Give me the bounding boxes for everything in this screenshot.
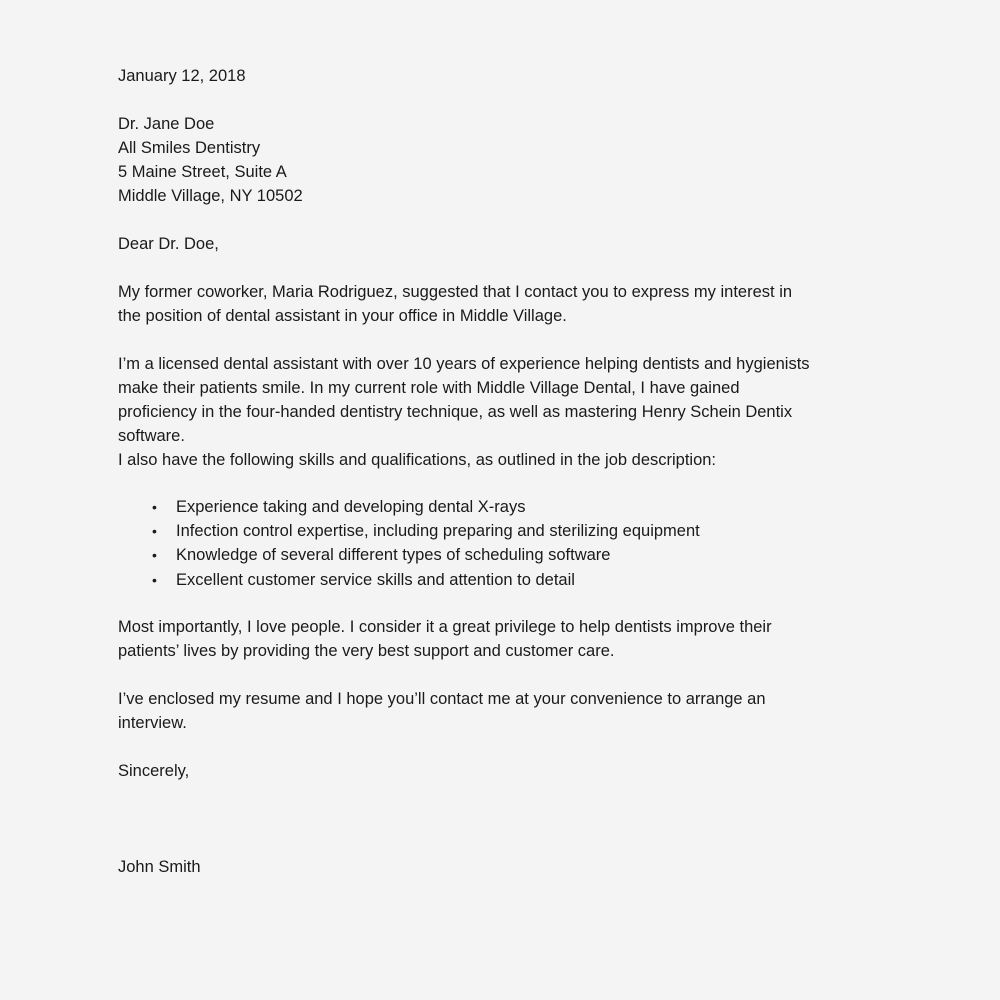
paragraph-call-to-action-line-2: interview.: [118, 713, 187, 732]
recipient-city-state-zip: Middle Village, NY 10502: [118, 187, 303, 205]
paragraph-closing-line-2: patients’ lives by providing the very best support and customer care.: [118, 641, 615, 660]
list-item-label: Excellent customer service skills and attention to detail: [176, 570, 575, 589]
salutation: Dear Dr. Doe,: [118, 235, 219, 253]
spacer-after-intro: [118, 328, 878, 352]
bullet-icon: •: [152, 571, 157, 588]
recipient-street: 5 Maine Street, Suite A: [118, 163, 287, 181]
signature-space: [118, 783, 878, 855]
paragraph-closing-line-1: Most importantly, I love people. I consider it a great privilege to help dentists improve their: [118, 617, 772, 636]
signature-name: John Smith: [118, 857, 201, 876]
spacer-after-list: [118, 592, 878, 615]
bullet-icon: •: [152, 499, 157, 515]
list-item-label: Knowledge of several different types of scheduling software: [176, 546, 611, 565]
paragraph-intro-line-1: My former coworker, Maria Rodriguez, suggested that I contact you to express my interest in: [118, 283, 793, 301]
bullet-icon: •: [152, 523, 157, 540]
list-item: [118, 495, 878, 519]
signoff: Sincerely,: [118, 761, 190, 780]
list-item-label: Experience taking and developing dental X-rays: [176, 498, 526, 516]
spacer-after-salutation: [118, 256, 878, 280]
skills-list: [118, 495, 878, 592]
list-item: [118, 519, 878, 543]
spacer-before-signoff: [118, 735, 878, 759]
recipient-address-block: [118, 112, 878, 208]
paragraph-call-to-action: [118, 687, 878, 735]
list-item-label: Infection control expertise, including preparing and sterilizing equipment: [176, 522, 700, 541]
letter-body: [118, 64, 878, 879]
paragraph-experience-line-2: make their patients smile. In my current role with Middle Village Dental, I have gained: [118, 379, 740, 397]
spacer-before-list: [118, 472, 878, 495]
paragraph-experience-line-3: proficiency in the four-handed dentistry technique, as well as mastering Henry Schein Dentix: [118, 403, 793, 421]
paragraph-intro-line-2: the position of dental assistant in your office in Middle Village.: [118, 307, 567, 325]
spacer-after-address: [118, 208, 878, 232]
list-item: [118, 543, 878, 567]
skills-list-intro: I also have the following skills and qualifications, as outlined in the job description:: [118, 451, 717, 469]
recipient-name: Dr. Jane Doe: [118, 115, 215, 133]
paragraph-experience-line-1: I’m a licensed dental assistant with over 10 years of experience helping dentists and hygienists: [118, 355, 810, 373]
list-item: [118, 568, 878, 592]
paragraph-closing: [118, 615, 878, 663]
bullet-icon: •: [152, 547, 157, 564]
recipient-company: All Smiles Dentistry: [118, 139, 261, 157]
paragraph-call-to-action-line-1: I’ve enclosed my resume and I hope you’ll contact me at your convenience to arrange an: [118, 689, 766, 708]
paragraph-experience: [118, 352, 878, 472]
letter-date: January 12, 2018: [118, 67, 246, 85]
paragraph-intro: [118, 280, 878, 328]
spacer-after-closing: [118, 663, 878, 687]
spacer-after-date: [118, 88, 878, 112]
paragraph-experience-line-4: software.: [118, 427, 185, 445]
